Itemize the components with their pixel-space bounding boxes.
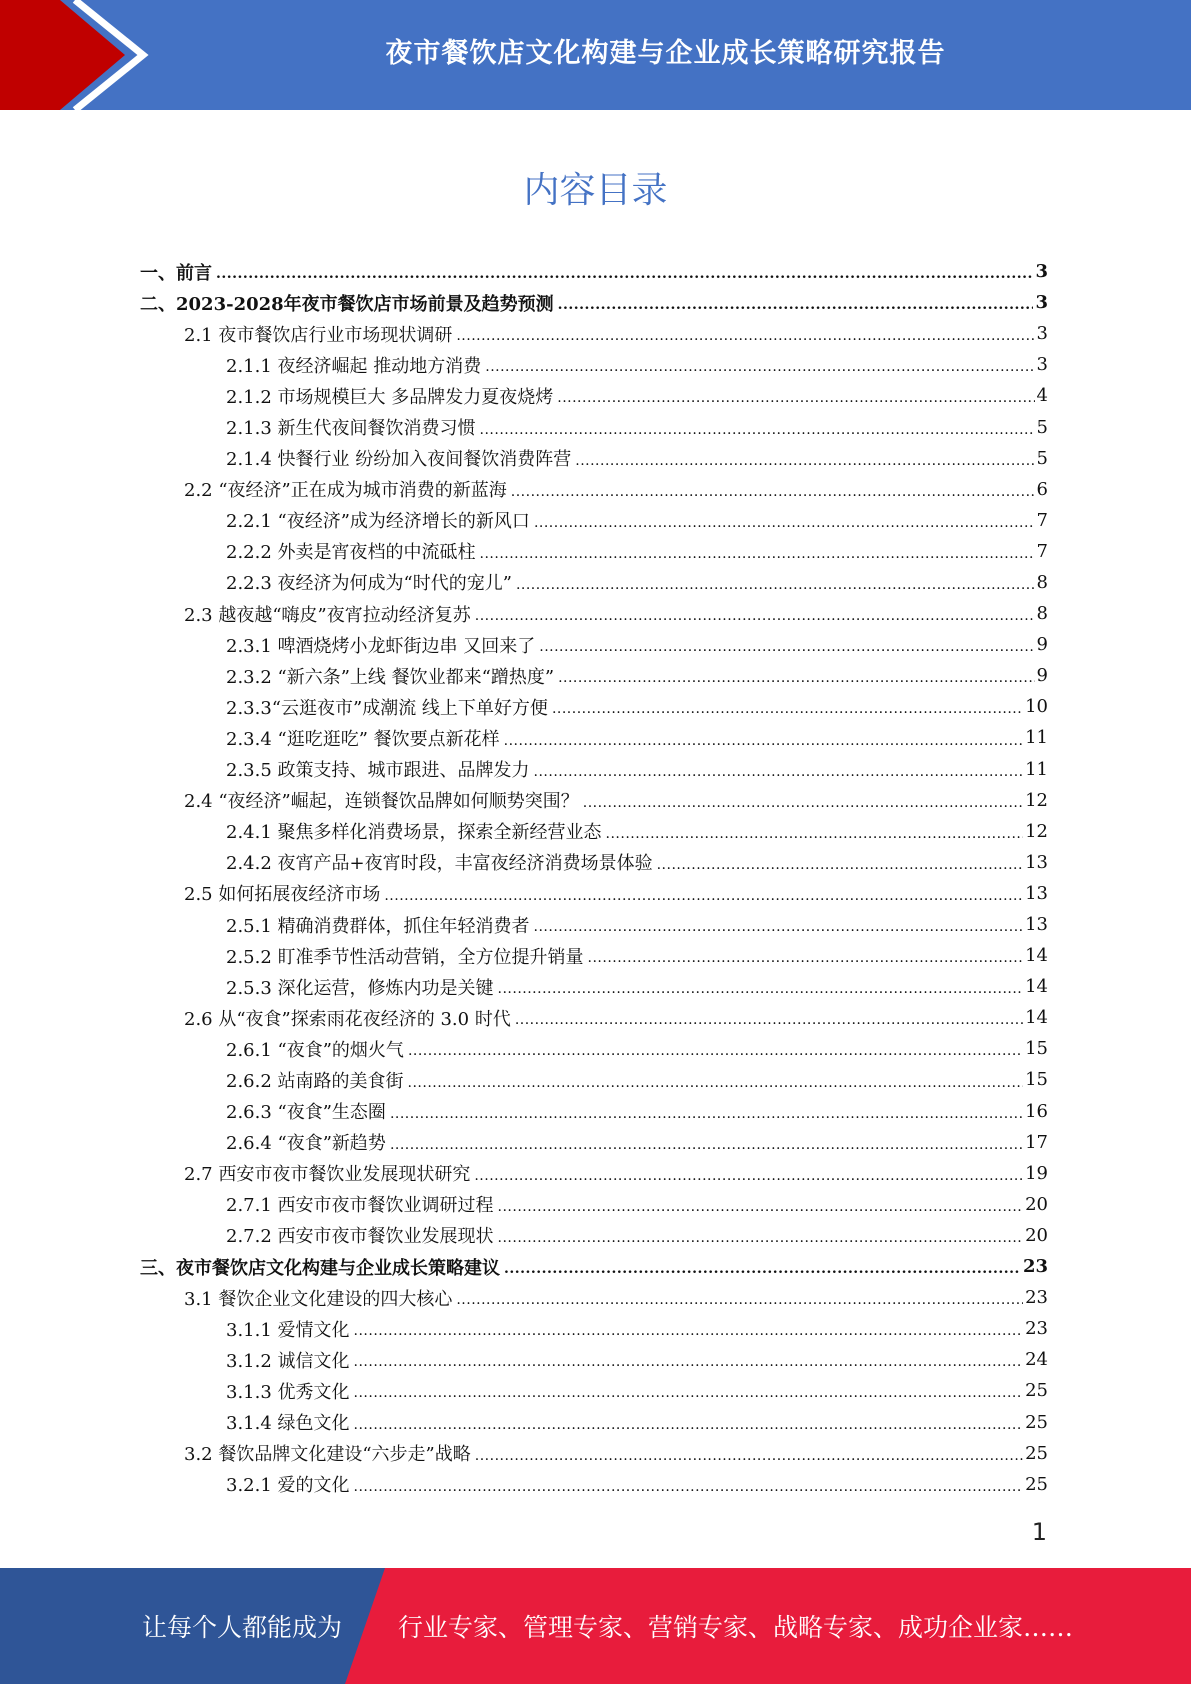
toc-entry[interactable] — [140, 816, 1048, 847]
toc-entry-title: 2.6 从“夜食”探索雨花夜经济的 3.0 时代 — [184, 1008, 511, 1030]
toc-dot-leader — [354, 1389, 1024, 1406]
toc-dot-leader — [216, 270, 1033, 287]
toc-entry[interactable] — [140, 785, 1048, 816]
toc-dot-leader — [588, 954, 1024, 971]
toc-entry-title: 2.1 夜市餐饮店行业市场现状调研 — [184, 324, 453, 346]
toc-entry-title: 一、前言 — [140, 262, 212, 284]
toc-entry[interactable] — [140, 909, 1048, 940]
toc-entry-page: 16 — [1025, 1100, 1048, 1122]
toc-entry[interactable] — [140, 1313, 1048, 1344]
toc-entry-title: 二、2023-2028年夜市餐饮店市场前景及趋势预测 — [140, 293, 554, 315]
toc-dot-leader — [498, 1203, 1024, 1220]
toc-entry-page: 15 — [1025, 1038, 1048, 1060]
toc-entry-page: 12 — [1025, 789, 1048, 811]
toc-entry-page: 8 — [1036, 603, 1048, 625]
toc-entry[interactable] — [140, 380, 1048, 411]
toc-entry-page: 25 — [1025, 1442, 1048, 1464]
toc-dot-leader — [485, 363, 1034, 380]
toc-dot-leader — [575, 457, 1034, 474]
toc-entry-title: 2.7 西安市夜市餐饮业发展现状研究 — [184, 1164, 471, 1186]
toc-entry[interactable] — [140, 1438, 1048, 1469]
toc-entry-page: 9 — [1036, 634, 1048, 656]
toc-entry-page: 13 — [1025, 882, 1048, 904]
toc-entry-title: 2.2 “夜经济”正在成为城市消费的新蓝海 — [184, 480, 507, 502]
toc-entry[interactable] — [140, 754, 1048, 785]
toc-entry-page: 3 — [1036, 354, 1048, 376]
toc-dot-leader — [504, 737, 1023, 754]
toc-dot-leader — [534, 768, 1024, 785]
toc-entry[interactable] — [140, 1406, 1048, 1437]
toc-entry-page: 13 — [1025, 914, 1048, 936]
toc-entry-title: 2.6.1 “夜食”的烟火气 — [226, 1039, 404, 1061]
toc-entry[interactable] — [140, 1033, 1048, 1064]
toc-entry[interactable] — [140, 940, 1048, 971]
toc-entry-title: 2.7.1 西安市夜市餐饮业调研过程 — [226, 1195, 494, 1217]
toc-entry-title: 2.4.2 夜宵产品+夜宵时段，丰富夜经济消费场景体验 — [226, 853, 653, 875]
toc-entry[interactable] — [140, 318, 1048, 349]
toc-entry[interactable] — [140, 1096, 1048, 1127]
toc-entry-title: 2.3.1 啤酒烧烤小龙虾街边串 又回来了 — [226, 635, 536, 657]
toc-entry-title: 2.1.2 市场规模巨大 多品牌发力夏夜烧烤 — [226, 386, 554, 408]
toc-entry-page: 6 — [1036, 478, 1048, 500]
toc-entry-page: 14 — [1025, 1007, 1048, 1029]
toc-entry-page: 25 — [1025, 1380, 1048, 1402]
toc-entry-page: 25 — [1025, 1473, 1048, 1495]
toc-entry-title: 3.1.2 诚信文化 — [226, 1350, 350, 1372]
toc-entry-title: 2.5.1 精确消费群体，抓住年轻消费者 — [226, 915, 530, 937]
toc-dot-leader — [511, 488, 1035, 505]
toc-entry[interactable] — [140, 287, 1048, 318]
toc-entry[interactable] — [140, 1282, 1048, 1313]
toc-entry-page: 11 — [1025, 758, 1048, 780]
toc-entry[interactable] — [140, 691, 1048, 722]
toc-dot-leader — [475, 1452, 1023, 1469]
toc-dot-leader — [354, 1483, 1024, 1500]
toc-entry-title: 2.2.3 夜经济为何成为“时代的宠儿” — [226, 573, 512, 595]
toc-entry[interactable] — [140, 1469, 1048, 1500]
toc-dot-leader — [354, 1358, 1024, 1375]
toc-dot-leader — [474, 1172, 1023, 1189]
toc-entry[interactable] — [140, 349, 1048, 380]
toc-entry-title: 2.3.2 “新六条”上线 餐饮业都来“蹭热度” — [226, 666, 555, 688]
toc-entry[interactable] — [140, 1064, 1048, 1095]
toc-dot-leader — [384, 892, 1023, 909]
toc-entry-title: 2.1.1 夜经济崛起 推动地方消费 — [226, 355, 482, 377]
toc-entry-title: 3.2 餐饮品牌文化建设“六步走”战略 — [184, 1444, 471, 1466]
toc-entry-page: 17 — [1025, 1131, 1048, 1153]
toc-entry-page: 12 — [1025, 820, 1048, 842]
toc-dot-leader — [534, 923, 1024, 940]
toc-dot-leader — [498, 1234, 1024, 1251]
toc-entry[interactable] — [140, 1375, 1048, 1406]
toc-entry-title: 三、夜市餐饮店文化构建与企业成长策略建议 — [140, 1257, 500, 1279]
toc-dot-leader — [354, 1421, 1024, 1438]
toc-entry-page: 23 — [1025, 1287, 1048, 1309]
toc-entry-title: 2.4.1 聚焦多样化消费场景，探索全新经营业态 — [226, 822, 602, 844]
toc-entry-page: 25 — [1025, 1411, 1048, 1433]
toc-heading: 内容目录 — [523, 170, 668, 211]
toc-entry-page: 14 — [1025, 945, 1048, 967]
toc-entry-title: 2.3.4 “逛吃逛吃” 餐饮要点新花样 — [226, 728, 500, 750]
page-footer — [0, 1568, 1191, 1684]
toc-entry-title: 2.5.2 盯准季节性活动营销，全方位提升销量 — [226, 946, 584, 968]
toc-entry-title: 3.1.4 绿色文化 — [226, 1413, 350, 1435]
toc-dot-leader — [558, 674, 1034, 691]
toc-entry[interactable] — [140, 1344, 1048, 1375]
toc-entry-title: 2.6.4 “夜食”新趋势 — [226, 1133, 386, 1155]
toc-entry-title: 2.1.3 新生代夜间餐饮消费习惯 — [226, 418, 476, 440]
toc-dot-leader — [390, 1141, 1023, 1158]
toc-entry[interactable] — [140, 1251, 1048, 1282]
toc-entry-title: 3.2.1 爱的文化 — [226, 1475, 350, 1497]
toc-entry-page: 5 — [1036, 416, 1048, 438]
page-header — [0, 0, 1191, 110]
toc-entry[interactable] — [140, 847, 1048, 878]
toc-entry-page: 24 — [1025, 1349, 1048, 1371]
toc-entry[interactable] — [140, 474, 1048, 505]
toc-dot-leader — [515, 1016, 1023, 1033]
toc-dot-leader — [456, 1296, 1023, 1313]
toc-dot-leader — [480, 550, 1035, 567]
toc-entry-page: 19 — [1025, 1162, 1048, 1184]
toc-entry-page: 23 — [1025, 1318, 1048, 1340]
toc-dot-leader — [408, 1079, 1024, 1096]
toc-entry[interactable] — [140, 411, 1048, 442]
toc-entry-title: 2.6.2 站南路的美食街 — [226, 1070, 404, 1092]
toc-entry-title: 2.2.1 “夜经济”成为经济增长的新风口 — [226, 511, 530, 533]
toc-entry[interactable] — [140, 1127, 1048, 1158]
toc-entry[interactable] — [140, 1002, 1048, 1033]
toc-entry[interactable] — [140, 660, 1048, 691]
header-title: 夜市餐饮店文化构建与企业成长策略研究报告 — [385, 37, 946, 69]
footer-slogan-left: 让每个人都能成为 — [142, 1613, 343, 1642]
toc-entry-page: 13 — [1025, 851, 1048, 873]
toc-dot-leader — [534, 519, 1035, 536]
toc-entry-page: 15 — [1025, 1069, 1048, 1091]
table-of-contents — [140, 256, 1048, 1500]
toc-entry-page: 5 — [1036, 447, 1048, 469]
toc-entry-title: 3.1 餐饮企业文化建设的四大核心 — [184, 1288, 453, 1310]
toc-entry-page: 3 — [1035, 292, 1048, 314]
toc-entry-page: 20 — [1025, 1193, 1048, 1215]
toc-entry-page: 11 — [1025, 727, 1048, 749]
toc-entry-page: 23 — [1022, 1256, 1048, 1278]
toc-dot-leader — [354, 1327, 1024, 1344]
toc-dot-leader — [539, 643, 1034, 660]
toc-entry-page: 9 — [1036, 665, 1048, 687]
toc-dot-leader — [552, 705, 1023, 722]
toc-entry-page: 20 — [1025, 1224, 1048, 1246]
toc-entry[interactable] — [140, 1189, 1048, 1220]
page-number: 1 — [1031, 1518, 1047, 1546]
toc-entry-title: 2.2.2 外卖是宵夜档的中流砥柱 — [226, 542, 476, 564]
toc-entry[interactable] — [140, 567, 1048, 598]
toc-entry-title: 2.3.3“云逛夜市”成潮流 线上下单好方便 — [226, 697, 548, 719]
toc-entry-title: 2.5 如何拓展夜经济市场 — [184, 884, 381, 906]
toc-dot-leader — [498, 985, 1024, 1002]
footer-slogan-right: 行业专家、管理专家、营销专家、战略专家、成功企业家…… — [398, 1613, 1074, 1642]
toc-entry[interactable] — [140, 629, 1048, 660]
toc-dot-leader — [558, 301, 1034, 318]
toc-entry-title: 2.1.4 快餐行业 纷纷加入夜间餐饮消费阵营 — [226, 449, 572, 471]
toc-entry-title: 2.4 “夜经济”崛起，连锁餐饮品牌如何顺势突围？ — [184, 791, 579, 813]
toc-dot-leader — [516, 581, 1035, 598]
toc-dot-leader — [390, 1110, 1023, 1127]
toc-entry-title: 2.5.3 深化运营，修炼内功是关键 — [226, 977, 494, 999]
toc-entry-title: 2.7.2 西安市夜市餐饮业发展现状 — [226, 1226, 494, 1248]
toc-dot-leader — [606, 830, 1024, 847]
toc-dot-leader — [456, 332, 1034, 349]
toc-entry[interactable] — [140, 878, 1048, 909]
toc-entry-title: 3.1.3 优秀文化 — [226, 1381, 350, 1403]
toc-entry[interactable] — [140, 256, 1048, 287]
toc-entry-page: 7 — [1036, 509, 1048, 531]
toc-entry[interactable] — [140, 505, 1048, 536]
toc-entry-page: 8 — [1036, 571, 1048, 593]
toc-dot-leader — [557, 394, 1034, 411]
toc-entry-title: 2.3.5 政策支持、城市跟进、品牌发力 — [226, 760, 530, 782]
toc-entry[interactable] — [140, 1158, 1048, 1189]
toc-entry-page: 14 — [1025, 976, 1048, 998]
toc-dot-leader — [408, 1047, 1023, 1064]
toc-entry[interactable] — [140, 1220, 1048, 1251]
toc-entry-title: 2.3 越夜越“嗨皮”夜宵拉动经济复苏 — [184, 604, 471, 626]
toc-entry-page: 3 — [1036, 323, 1048, 345]
toc-dot-leader — [480, 426, 1035, 443]
toc-dot-leader — [504, 1265, 1021, 1282]
toc-entry[interactable] — [140, 443, 1048, 474]
toc-entry[interactable] — [140, 598, 1048, 629]
toc-dot-leader — [475, 612, 1035, 629]
toc-entry-title: 2.6.3 “夜食”生态圈 — [226, 1102, 386, 1124]
toc-entry-page: 3 — [1035, 261, 1048, 283]
toc-dot-leader — [657, 861, 1023, 878]
toc-entry[interactable] — [140, 536, 1048, 567]
toc-entry[interactable] — [140, 971, 1048, 1002]
toc-entry-page: 4 — [1036, 385, 1048, 407]
toc-entry-page: 10 — [1025, 696, 1048, 718]
toc-entry-page: 7 — [1036, 540, 1048, 562]
toc-dot-leader — [583, 799, 1023, 816]
toc-entry[interactable] — [140, 722, 1048, 753]
toc-entry-title: 3.1.1 爱情文化 — [226, 1319, 350, 1341]
